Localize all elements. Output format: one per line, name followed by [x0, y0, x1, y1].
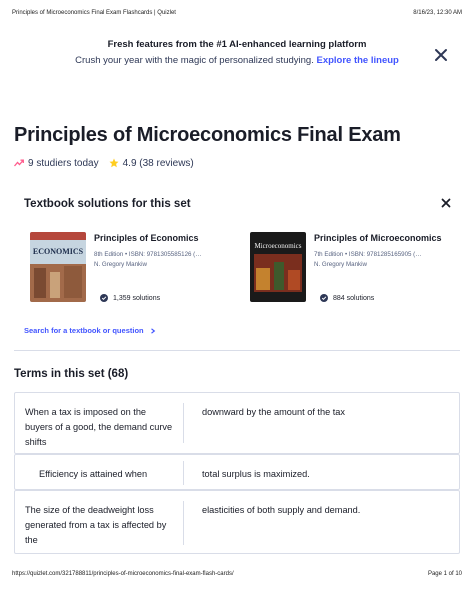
rating: 4.9 (38 reviews) [122, 157, 194, 169]
term-card[interactable] [14, 392, 460, 454]
search-textbook-label: Search for a textbook or question [24, 326, 144, 335]
promo-banner [0, 38, 474, 78]
page-title: Principles of Microeconomics Final Exam [14, 124, 401, 146]
book-cover-title: Microeconomics [254, 242, 302, 250]
textbook-title: Principles of Microeconomics [314, 233, 442, 243]
print-footer-page: Page 1 of 10 [427, 571, 462, 577]
definition-text: elasticities of both supply and demand. [202, 505, 361, 515]
verified-check-icon [320, 294, 328, 302]
term-text: Efficiency is attained when [39, 469, 148, 479]
book-cover-image [30, 232, 86, 302]
explore-lineup-link[interactable]: Explore the lineup [316, 55, 399, 66]
textbook-author: N. Gregory Mankiw [94, 261, 147, 268]
section-divider [14, 350, 460, 351]
textbook-info [314, 232, 442, 268]
trending-icon [14, 159, 24, 167]
solutions-label: 1,359 solutions [113, 294, 161, 302]
textbook-card[interactable] [242, 224, 448, 310]
print-footer [12, 571, 462, 581]
print-header [12, 10, 462, 20]
print-header-title: Principles of Microeconomics Final Exam Flashcards | Quizlet [12, 10, 176, 16]
term-divider [183, 403, 184, 443]
studiers-count: 9 studiers today [28, 157, 99, 169]
promo-subtitle-text: Crush your year with the magic of personalized studying. [75, 55, 314, 66]
close-icon[interactable] [434, 48, 448, 62]
textbook-edition: 7th Edition • ISBN: 9781285165905 (… [314, 251, 422, 258]
textbook-solutions-heading: Textbook solutions for this set [24, 198, 191, 210]
close-icon[interactable] [441, 198, 451, 208]
promo-subtitle [0, 54, 474, 68]
book-cover-image [250, 232, 306, 302]
verified-check-icon [100, 294, 108, 302]
textbook-info [94, 232, 224, 268]
search-textbook-link[interactable] [24, 326, 156, 335]
book-cover-title: ECONOMICS [32, 247, 84, 256]
term-text: The size of the deadweight loss generated from a tax is affected by the [25, 505, 167, 545]
textbook-title: Principles of Economics [94, 233, 199, 243]
term-text: When a tax is imposed on the buyers of a good, the demand curve shifts [25, 407, 173, 447]
textbook-solutions-count [320, 294, 374, 302]
definition-text: total surplus is maximized. [202, 469, 310, 479]
set-stats [14, 156, 194, 170]
textbook-author: N. Gregory Mankiw [314, 261, 367, 268]
term-divider [183, 461, 184, 485]
term-card[interactable] [14, 454, 460, 490]
textbook-edition: 8th Edition • ISBN: 9781305585126 (… [94, 251, 202, 258]
star-icon [109, 158, 119, 168]
promo-title: Fresh features from the #1 AI-enhanced learning platform [107, 39, 367, 50]
print-header-datetime: 8/16/23, 12:30 AM [413, 10, 462, 16]
chevron-right-icon [150, 328, 156, 334]
terms-heading: Terms in this set (68) [14, 368, 129, 380]
solutions-label: 884 solutions [333, 294, 375, 302]
definition-text: downward by the amount of the tax [202, 407, 346, 417]
print-footer-url: https://quizlet.com/321788811/principles-of-microeconomics-final-exam-flash-cards/ [12, 571, 234, 577]
term-card[interactable] [14, 490, 460, 554]
term-divider [183, 501, 184, 545]
textbook-card[interactable] [22, 224, 230, 310]
textbook-solutions-count [100, 294, 160, 302]
